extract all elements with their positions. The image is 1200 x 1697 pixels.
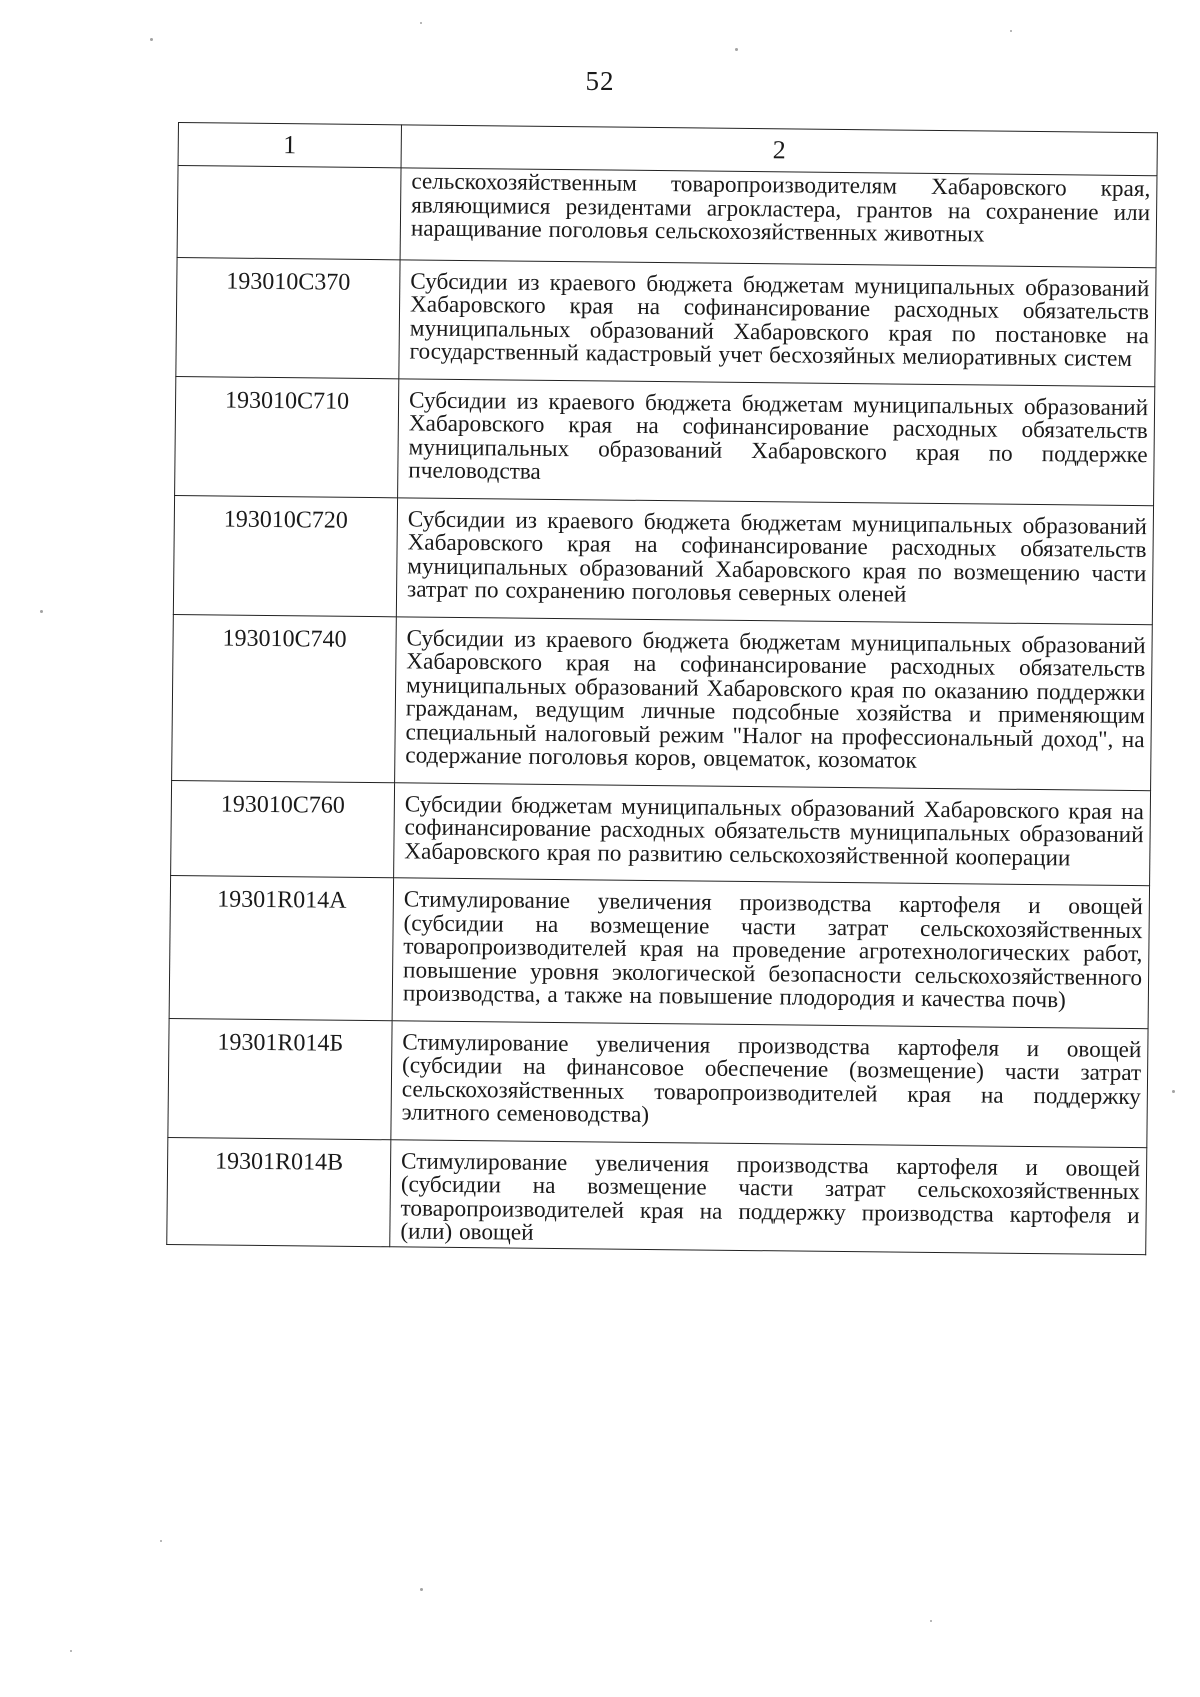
row-code: 19301R014В bbox=[167, 1137, 391, 1246]
scan-speck bbox=[160, 1540, 162, 1542]
scan-speck bbox=[420, 22, 422, 24]
table-row bbox=[176, 257, 1156, 386]
table-row bbox=[172, 614, 1153, 790]
table-row bbox=[169, 875, 1149, 1028]
row-code: 193010С760 bbox=[171, 780, 395, 878]
scan-speck bbox=[1010, 30, 1012, 32]
row-code: 193010С370 bbox=[176, 257, 400, 378]
row-description: Субсидии из краевого бюджета бюджетам муниципальных образований Хабаровского края на софинансирование расходных обязательств муниципальных образований Хабаровского края по оказанию поддержки гражданам, ведущим личные подсобные хозяйства и применяющим специальный налоговый режим "Налог на профессиональный доход", на содержание поголовья коров, овцематок, козоматок bbox=[395, 616, 1153, 790]
column-header-2: 2 bbox=[401, 125, 1157, 176]
row-code: 193010С740 bbox=[172, 614, 397, 782]
row-description: Субсидии бюджетам муниципальных образований Хабаровского края на софинансирование расходных обязательств муниципальных образований Хабаровского края по развитию сельскохозяйственной кооперации bbox=[394, 782, 1151, 885]
scan-speck bbox=[40, 610, 43, 613]
row-description: Субсидии из краевого бюджета бюджетам муниципальных образований Хабаровского края на софинансирование расходных обязательств муниципальных образований Хабаровского края по поддержке пчеловодства bbox=[398, 378, 1155, 505]
table-row bbox=[175, 376, 1155, 505]
scan-speck bbox=[420, 1588, 423, 1591]
table-row bbox=[171, 780, 1151, 886]
row-code: 19301R014А bbox=[169, 875, 393, 1020]
scan-speck bbox=[70, 1650, 72, 1652]
row-description: сельскохозяйственным товаропроизводителям Хабаровского края, являющимися резидентами агрокластера, грантов на сохранение или наращивание поголовья сельскохозяйственных животных bbox=[400, 168, 1157, 267]
column-header-1: 1 bbox=[178, 123, 401, 168]
row-description: Субсидии из краевого бюджета бюджетам муниципальных образований Хабаровского края на софинансирование расходных обязательств муниципальных образований Хабаровского края по постановке на государственный кадастровый учет бесхозяйных мелиоративных систем bbox=[399, 259, 1156, 386]
row-code: 193010С710 bbox=[175, 376, 399, 497]
row-description: Стимулирование увеличения производства картофеля и овощей (субсидии на финансовое обеспечение (возмещение) части затрат сельскохозяйственных товаропроизводителей края на поддержку элитного семеноводства) bbox=[391, 1020, 1148, 1147]
table-row bbox=[177, 166, 1157, 268]
row-code: 19301R014Б bbox=[168, 1018, 392, 1139]
row-description: Стимулирование увеличения производства картофеля и овощей (субсидии на возмещение части затрат сельскохозяйственных товаропроизводителей края на проведение агротехнологических работ, повышение уровня экологической безопасности сельскохозяйственного производства, а также на повышение плодородия и качества почв) bbox=[392, 878, 1149, 1028]
row-description: Субсидии из краевого бюджета бюджетам муниципальных образований Хабаровского края на софинансирование расходных обязательств муниципальных образований Хабаровского края по возмещению части затрат по сохранению поголовья северных оленей bbox=[396, 497, 1153, 624]
scan-speck bbox=[150, 38, 153, 41]
budget-codes-table bbox=[166, 122, 1158, 1255]
page-number: 52 bbox=[585, 66, 615, 96]
scan-speck bbox=[930, 1620, 932, 1622]
row-description: Стимулирование увеличения производства картофеля и овощей (субсидии на возмещение части затрат сельскохозяйственных товаропроизводителей края на поддержку производства картофеля и (или) овощей bbox=[390, 1139, 1147, 1254]
table-row bbox=[167, 1137, 1147, 1254]
row-code bbox=[177, 166, 401, 260]
table-row bbox=[173, 495, 1153, 624]
scan-speck bbox=[1172, 1090, 1175, 1093]
scan-speck bbox=[735, 48, 738, 51]
row-code: 193010С720 bbox=[173, 495, 397, 616]
table-row bbox=[168, 1018, 1148, 1147]
